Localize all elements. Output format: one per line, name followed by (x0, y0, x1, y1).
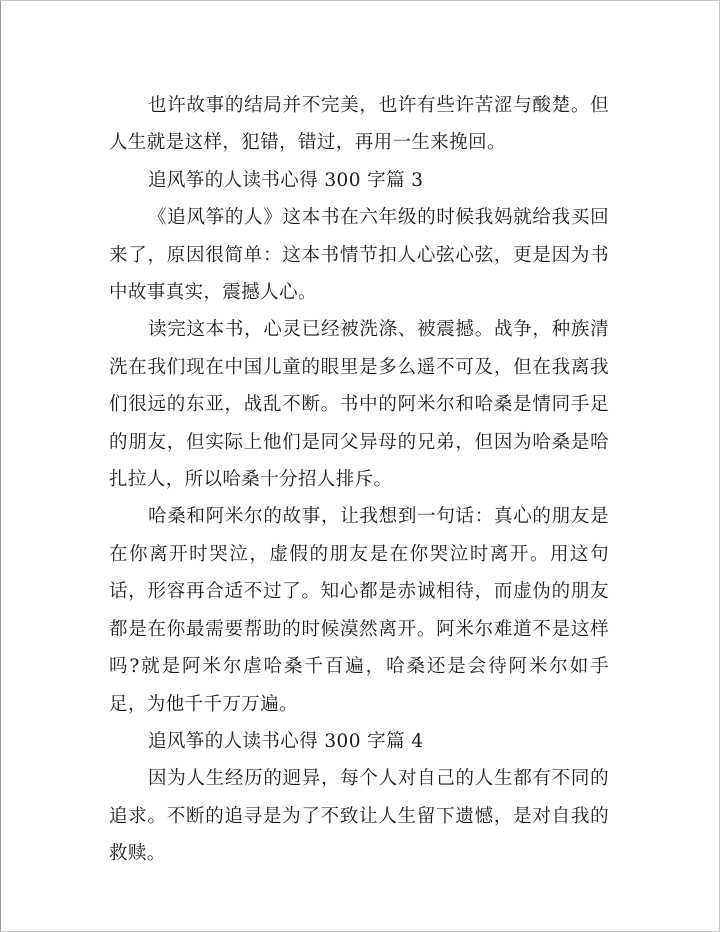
paragraph: 哈桑和阿米尔的故事，让我想到一句话：真心的朋友是在你离开时哭泣，虚假的朋友是在你哭泣时离开。用这句话，形容再合适不过了。知心都是赤诚相待，而虚伪的朋友都是在你最需要帮助的时候漠然离开。阿米尔难道不是这样吗?就是阿米尔虐哈桑千百遍，哈桑还是会待阿米尔如手足，为他千千万万遍。 (109, 506, 609, 715)
document-body (109, 87, 609, 873)
paragraph: 《追风筝的人》这本书在六年级的时候我妈就给我买回来了，原因很简单：这本书情节扣人心弦心弦，更是因为书中故事真实，震撼人心。 (109, 207, 609, 304)
section-heading: 追风筝的人读书心得 300 字篇 4 (148, 730, 424, 752)
paragraph: 读完这本书，心灵已经被洗涤、被震撼。战争，种族清洗在我们现在中国儿童的眼里是多么遥不可及，但在我离我们很远的东亚，战乱不断。书中的阿米尔和哈桑是情同手足的朋友，但实际上他们是同父异母的兄弟，但因为哈桑是哈扎拉人，所以哈桑十分招人排斥。 (109, 319, 609, 491)
paragraph: 也许故事的结局并不完美，也许有些许苦涩与酸楚。但人生就是这样，犯错，错过，再用一生来挽回。 (109, 95, 609, 154)
paragraph: 因为人生经历的迥异，每个人对自己的人生都有不同的追求。不断的追寻是为了不致让人生留下遗憾，是对自我的救赎。 (109, 768, 609, 865)
section-heading: 追风筝的人读书心得 300 字篇 3 (148, 169, 424, 191)
